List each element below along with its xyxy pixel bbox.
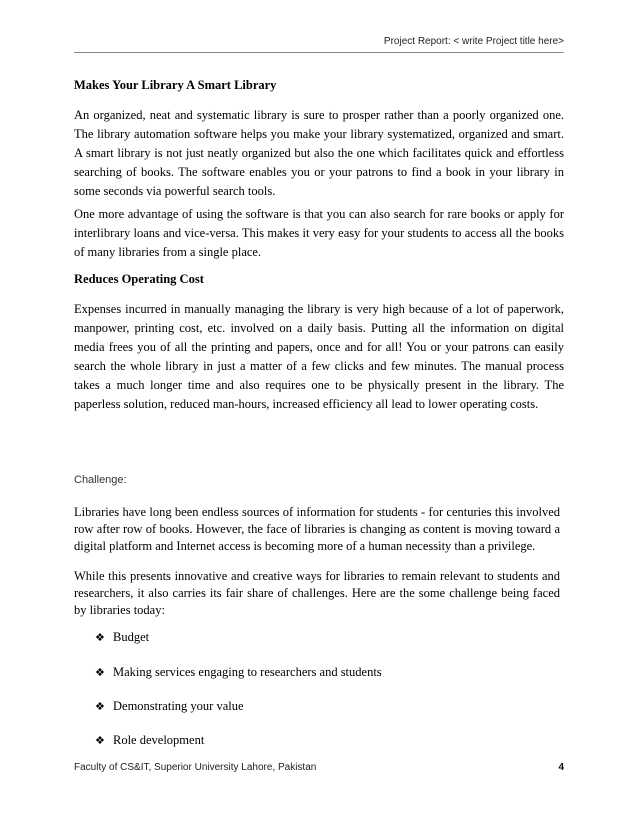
diamond-bullet-icon: ❖	[95, 631, 105, 644]
section-heading-challenge: Challenge:	[74, 474, 127, 486]
page-number: 4	[558, 762, 564, 773]
list-item-label: Budget	[113, 630, 150, 644]
diamond-bullet-icon: ❖	[95, 666, 105, 679]
list-item-label: Demonstrating your value	[113, 699, 244, 713]
section-heading-operating-cost: Reduces Operating Cost	[74, 272, 204, 286]
list-item	[95, 665, 382, 680]
paragraph-challenge-2: While this presents innovative and creative ways for libraries to remain relevant to students and researchers, it also carries its fair share of challenges. Here are the some challenge being faced by libraries today:	[74, 569, 560, 617]
paragraph-smart-library-2: One more advantage of using the software is that you can also search for rare books or apply for interlibrary loans and vice-versa. This makes it very easy for your students to access all the books of many libraries from a single place.	[74, 207, 564, 259]
section-heading-smart-library: Makes Your Library A Smart Library	[74, 78, 277, 92]
list-item	[95, 733, 204, 748]
paragraph-smart-library-1: An organized, neat and systematic library is sure to prosper rather than a poorly organized one. The library automation software helps you make your library systematized, organized and smart. A smart library is not just neatly organized but also the one which facilitates quick and effortless searching of books. The software enables you or your patrons to find a book in your library in some seconds via powerful search tools.	[74, 108, 564, 198]
list-item-label: Role development	[113, 733, 205, 747]
list-item	[95, 699, 244, 714]
paragraph-operating-cost: Expenses incurred in manually managing the library is very high because of a lot of paperwork, manpower, printing cost, etc. involved on a daily basis. Putting all the information on digital media frees you of all the printing and papers, once and for all! You or your patrons can easily search the whole library in just a matter of a few clicks and few minutes. The manual process takes a much longer time and also requires one to be physically present in the library. The paperless solution, reduced man-hours, increased efficiency all lead to lower operating costs.	[74, 302, 564, 411]
header-divider	[74, 52, 564, 53]
list-item	[95, 630, 149, 645]
diamond-bullet-icon: ❖	[95, 700, 105, 713]
page-header: Project Report: < write Project title here>	[383, 36, 564, 47]
page-footer: Faculty of CS&IT, Superior University Lahore, Pakistan	[74, 762, 317, 773]
paragraph-challenge-1: Libraries have long been endless sources of information for students - for centuries this involved row after row of books. However, the face of libraries is changing as content is moving toward a digital platform and Internet access is becoming more of a human necessity than a privilege.	[74, 505, 560, 553]
diamond-bullet-icon: ❖	[95, 734, 105, 747]
list-item-label: Making services engaging to researchers and students	[113, 665, 382, 679]
